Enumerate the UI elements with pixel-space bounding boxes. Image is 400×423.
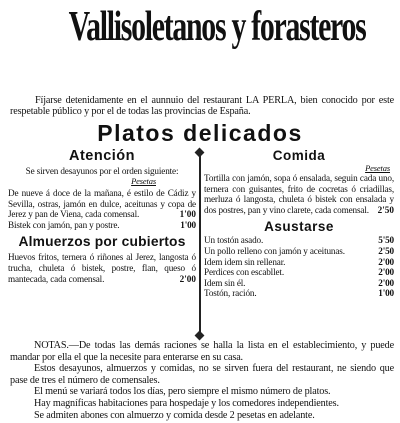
almuerzos-item [8,252,196,284]
intro-paragraph: Fíjarse detenidamente en el aunnuio del restaurant LA PERLA, bien conocido por este respetable público y por el de todas las provincias de España. [10,95,394,117]
comida-item-text: Tortilla con jamón, sopa ó ensalada, seguin cada uno, ternera con guisantes, frito de cocretas ó criadillas, merluza ó langosta, chuleta ó bistek con ensalada y dos postres, pan y vino clarete, cada comensal. [204,173,394,215]
list-item: Perdices con escabllet. 2'00 [204,267,394,278]
almuerzos-item-price: 2'00 [179,273,196,284]
list-item: Idem sin él. 2'00 [204,277,394,288]
list-item: Un tostón asado. 5'50 [204,235,394,246]
atencion-item-desayuno-price: 1'00 [179,209,196,220]
atencion-item-desayuno-text: De nueve á doce de la mañana, é estilo de Cádiz y Sevilla, ostras, jamón en dulce, aceitunas y copa de Jerez y pan de Viena, cada comensal. [8,188,196,220]
comida-item [204,173,394,215]
asustarse-heading: Asustarse [264,219,334,235]
notes-paragraph: Hay magníficas habitaciones para hospedaje y los comedores independientes. [34,397,339,409]
atencion-item-bistek-price: 1'00 [180,219,196,230]
comida-item-price: 2'50 [377,204,394,215]
notes-paragraph: El menú se variará todos los días, pero siempre el mismo número de platos. [34,386,331,398]
comida-unit-label: Pesetas [365,163,390,173]
atencion-item-bistek-text: Bistek con jamón, pan y postre. [8,219,120,230]
almuerzos-heading: Almuerzos por cubiertos [18,234,186,250]
notes-paragraph: NOTAS.—De todas las demás raciones se halla la lista en el establecimiento, y puede mandar por ella el que la necesite para enterarse en su casa. [10,340,394,363]
atencion-subtitle: Se sirven desayunos por el orden siguiente: [25,166,179,176]
list-item: Un pollo relleno con jamón y aceitunas. 2'50 [204,245,394,256]
asustarse-list [204,235,394,299]
notes-paragraph: Estos desayunos, almuerzos y comidas, no se sirven fuera del restaurant, ne siendo que pase de tres el número de comensales. [10,363,394,386]
atencion-item-bistek [8,220,196,231]
left-column [8,148,196,284]
list-item: Tostón, ración. 1'00 [204,288,394,299]
atencion-unit-label: Pesetas [131,176,156,186]
masthead-title: Vallisoletanos y forasteros [68,4,366,50]
comida-heading: Comida [272,148,326,163]
right-column [204,148,394,299]
section-title-platos: Platos delicados [97,120,303,146]
notes-section [10,340,394,421]
atencion-heading: Atención [68,148,136,164]
notes-paragraph: Se admiten abones con almuerzo y comida desde 2 pesetas en adelante. [34,409,315,421]
almuerzos-item-text: Huevos fritos, ternera ó riñones al Jerez, langosta ó trucha, chuleta ó bistek, postre, flan, queso ó mantecada, cada comensal. [8,252,196,284]
atencion-item-desayuno [8,188,196,220]
list-item: Idem idem sin rellenar. 2'00 [204,256,394,267]
column-divider [199,152,201,336]
